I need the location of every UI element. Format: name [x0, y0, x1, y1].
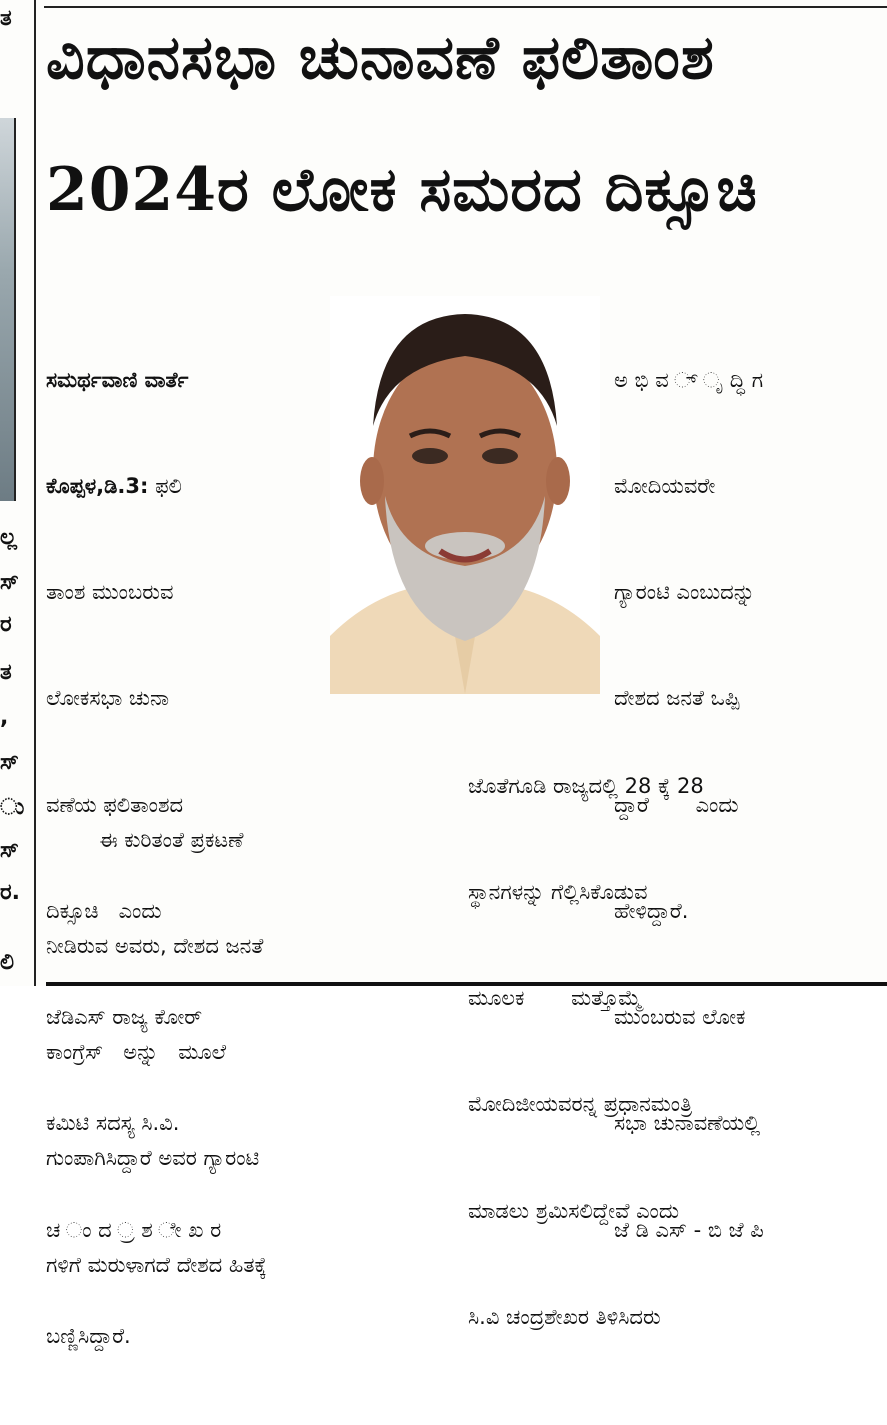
body-line: ಗುಂಪಾಗಿಸಿದ್ದಾರೆ ಅವರ ಗ್ಯಾರಂಟಿ [46, 1146, 260, 1171]
body-line: ಸ್ಥಾನಗಳನ್ನು ಗೆಲ್ಲಿಸಿಕೊಡುವ [468, 880, 648, 905]
strip-glyph: ಲ್ಲ [0, 525, 17, 550]
place-date: ಕೊಪ್ಪಳ,ಡಿ.3: [46, 474, 149, 499]
body-line: ಬಣ್ಣಿಸಿದ್ದಾರೆ. [46, 1323, 131, 1348]
body-line: ಜೊತೆಗೂಡಿ ರಾಜ್ಯದಲ್ಲಿ 28 ಕ್ಕೆ 28 [468, 773, 704, 798]
body-line: ಕಾಂಗ್ರೆಸ್ ಅನ್ನು ಮೂಲೆ [46, 1040, 227, 1065]
column-divider [34, 0, 36, 986]
adjacent-photo [0, 118, 16, 501]
body-line: ವಣೆಯ ಫಲಿತಾಂಶದ [46, 792, 184, 817]
strip-glyph: ರ. [0, 880, 20, 905]
body-line: ಗ್ಯಾರಂಟಿ ಎಂಬುದನ್ನು [614, 580, 755, 605]
portrait-illustration [330, 296, 600, 694]
body-line: ಜೆಡಿಎಸ್ ರಾಜ್ಯ ಕೋರ್ [46, 1005, 203, 1030]
body-line: ಸಿ.ವಿ ಚಂದ್ರಶೇಖರ ತಿಳಿಸಿದರು [468, 1304, 661, 1329]
body-line: ಲೋಕಸಭಾ ಚುನಾ [46, 686, 170, 711]
body-line: ದಿಕ್ಸೂಚಿ ಎಂದು [46, 898, 162, 923]
body-line: ಮುಂಬರುವ ಲೋಕ [614, 1005, 746, 1030]
body-line: ತಾಂಶ ಮುಂಬರುವ [46, 580, 174, 605]
headline-line-1: ವಿಧಾನಸಭಾ ಚುನಾವಣೆ ಫಲಿತಾಂಶ [46, 23, 715, 93]
body-line: ಮೋದಿಯವರೇ [614, 474, 716, 499]
strip-glyph: ತ [0, 6, 12, 31]
body-line: ಸಭಾ ಚುನಾವಣೆಯಲ್ಲಿ [614, 1111, 761, 1136]
strip-glyph: ರ [0, 612, 12, 637]
strip-glyph: ಸ್ [0, 570, 19, 595]
body-line: ಜೆ ಡಿ ಎಸ್ - ಬಿ ಜೆ ಪಿ [614, 1217, 764, 1242]
body-line: ಮಾಡಲು ಶ್ರಮಿಸಲಿದ್ದೇವೆ ಎಂದು [468, 1198, 680, 1223]
body-line: ಕಮಿಟಿ ಸದಸ್ಯ ಸಿ.ವಿ. [46, 1111, 180, 1136]
portrait-photo [330, 296, 600, 694]
body-line: ಮೂಲಕ ಮತ್ತೊಮ್ಮೆ [468, 986, 642, 1011]
headline-line-2: 2024ರ ಲೋಕ ಸಮರದ ದಿಕ್ಸೂಚಿ [46, 155, 758, 225]
article-bottom-column [468, 698, 878, 1406]
body-line: ಚ ಂ ದ ್ರ ಶ ೇ ಖ ರ [46, 1217, 222, 1242]
body-line: ನೀಡಿರುವ ಅವರು, ದೇಶದ ಜನತೆ [46, 934, 264, 959]
article-left-bottom [46, 752, 466, 1354]
strip-glyph: ಲಿ [0, 950, 15, 975]
body-line: ಅ ಭಿ ವ ್ ೃ ದ್ಧಿ ಗ [614, 367, 764, 392]
body-line: ಹೇಳಿದ್ದಾರೆ. [614, 898, 689, 923]
body-line: ದೇಶದ ಜನತೆ ಒಪ್ಪಿ [614, 686, 740, 711]
top-divider [44, 6, 887, 8]
body-line: ದ್ದಾರೆ ಎಂದು [614, 792, 739, 817]
strip-glyph: ಸ್ [0, 838, 19, 863]
strip-glyph: ಸ್ [0, 750, 19, 775]
adjacent-column-strip [0, 0, 25, 986]
strip-glyph: , [0, 705, 9, 730]
strip-glyph: ತ [0, 660, 12, 685]
body-line: ಮೋದಿಜೀಯವರನ್ನ ಪ್ರಧಾನಮಂತ್ರಿ [468, 1092, 693, 1117]
dateline: ಸಮರ್ಥವಾಣಿ ವಾರ್ತೆ [46, 367, 189, 392]
strip-glyph: ು [0, 795, 25, 820]
bottom-divider [46, 982, 887, 986]
body-line: ಫಲಿ [155, 474, 182, 499]
body-line: ಈ ಕುರಿತಂತೆ ಪ್ರಕಟಣೆ [46, 827, 244, 852]
body-line: ಗಳಿಗೆ ಮರುಳಾಗದೆ ದೇಶದ ಹಿತಕ್ಕೆ [46, 1252, 267, 1277]
